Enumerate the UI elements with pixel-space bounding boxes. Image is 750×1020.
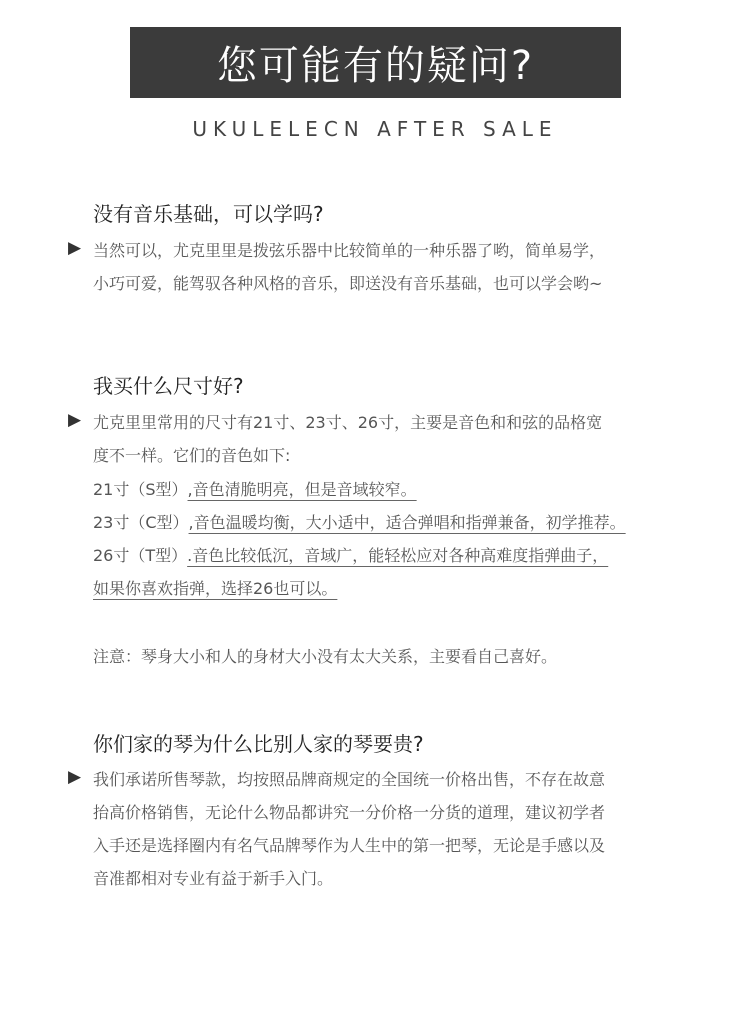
- play-triangle-icon: ▶: [68, 767, 82, 787]
- faq-answer-3-line-3: 入手还是选择圈内有名气品牌琴作为人生中的第一把琴，无论是手感以及: [93, 836, 606, 855]
- faq-answer-1-line-2: 小巧可爱，能驾驭各种风格的音乐，即送没有音乐基础，也可以学会哟~: [93, 274, 603, 293]
- faq-answer-1-line-1: 当然可以，尤克里里是拨弦乐器中比较简单的一种乐器了哟，简单易学，: [93, 241, 606, 260]
- play-triangle-icon: ▶: [68, 410, 82, 430]
- faq-question-3: 你们家的琴为什么比别人家的琴要贵?: [93, 732, 424, 756]
- size-item-21: [93, 477, 417, 500]
- faq-answer-3-line-1: 我们承诺所售琴款，均按照品牌商规定的全国统一价格出售，不存在故意: [93, 770, 606, 789]
- faq-question-1: 没有音乐基础，可以学吗?: [93, 202, 324, 226]
- size-desc: ,音色清脆明亮，但是音域较窄。: [187, 480, 417, 499]
- faq-answer-2-line-1: 尤克里里常用的尺寸有21寸、23寸、26寸，主要是音色和和弦的品格宽: [93, 413, 603, 432]
- page-title: 您可能有的疑问?: [216, 43, 535, 89]
- size-label: 26寸（T型）: [93, 546, 188, 565]
- size-item-23: [93, 510, 626, 533]
- faq-answer-3-line-2: 抬高价格销售，无论什么物品都讲究一分价格一分货的道理，建议初学者: [93, 803, 606, 822]
- size-desc: .音色比较低沉，音域广，能轻松应对各种高难度指弹曲子，: [187, 546, 609, 565]
- faq-question-2: 我买什么尺寸好?: [93, 374, 244, 398]
- size-item-26-extra: [93, 576, 337, 599]
- header-banner: [130, 27, 621, 98]
- size-extra: 如果你喜欢指弹，选择26也可以。: [93, 579, 338, 598]
- size-label: 23寸（C型）: [93, 513, 189, 532]
- faq-answer-2-line-2: 度不一样。它们的音色如下:: [93, 446, 291, 465]
- size-item-26: [93, 543, 608, 566]
- page-subtitle: UKULELECN AFTER SALE: [192, 117, 558, 141]
- size-label: 21寸（S型）: [93, 480, 188, 499]
- size-desc: ,音色温暖均衡，大小适中，适合弹唱和指弹兼备，初学推荐。: [188, 513, 626, 532]
- play-triangle-icon: ▶: [68, 238, 82, 258]
- size-note: 注意：琴身大小和人的身材大小没有太大关系，主要看自己喜好。: [93, 647, 558, 666]
- faq-answer-3-line-4: 音准都相对专业有益于新手入门。: [93, 869, 334, 888]
